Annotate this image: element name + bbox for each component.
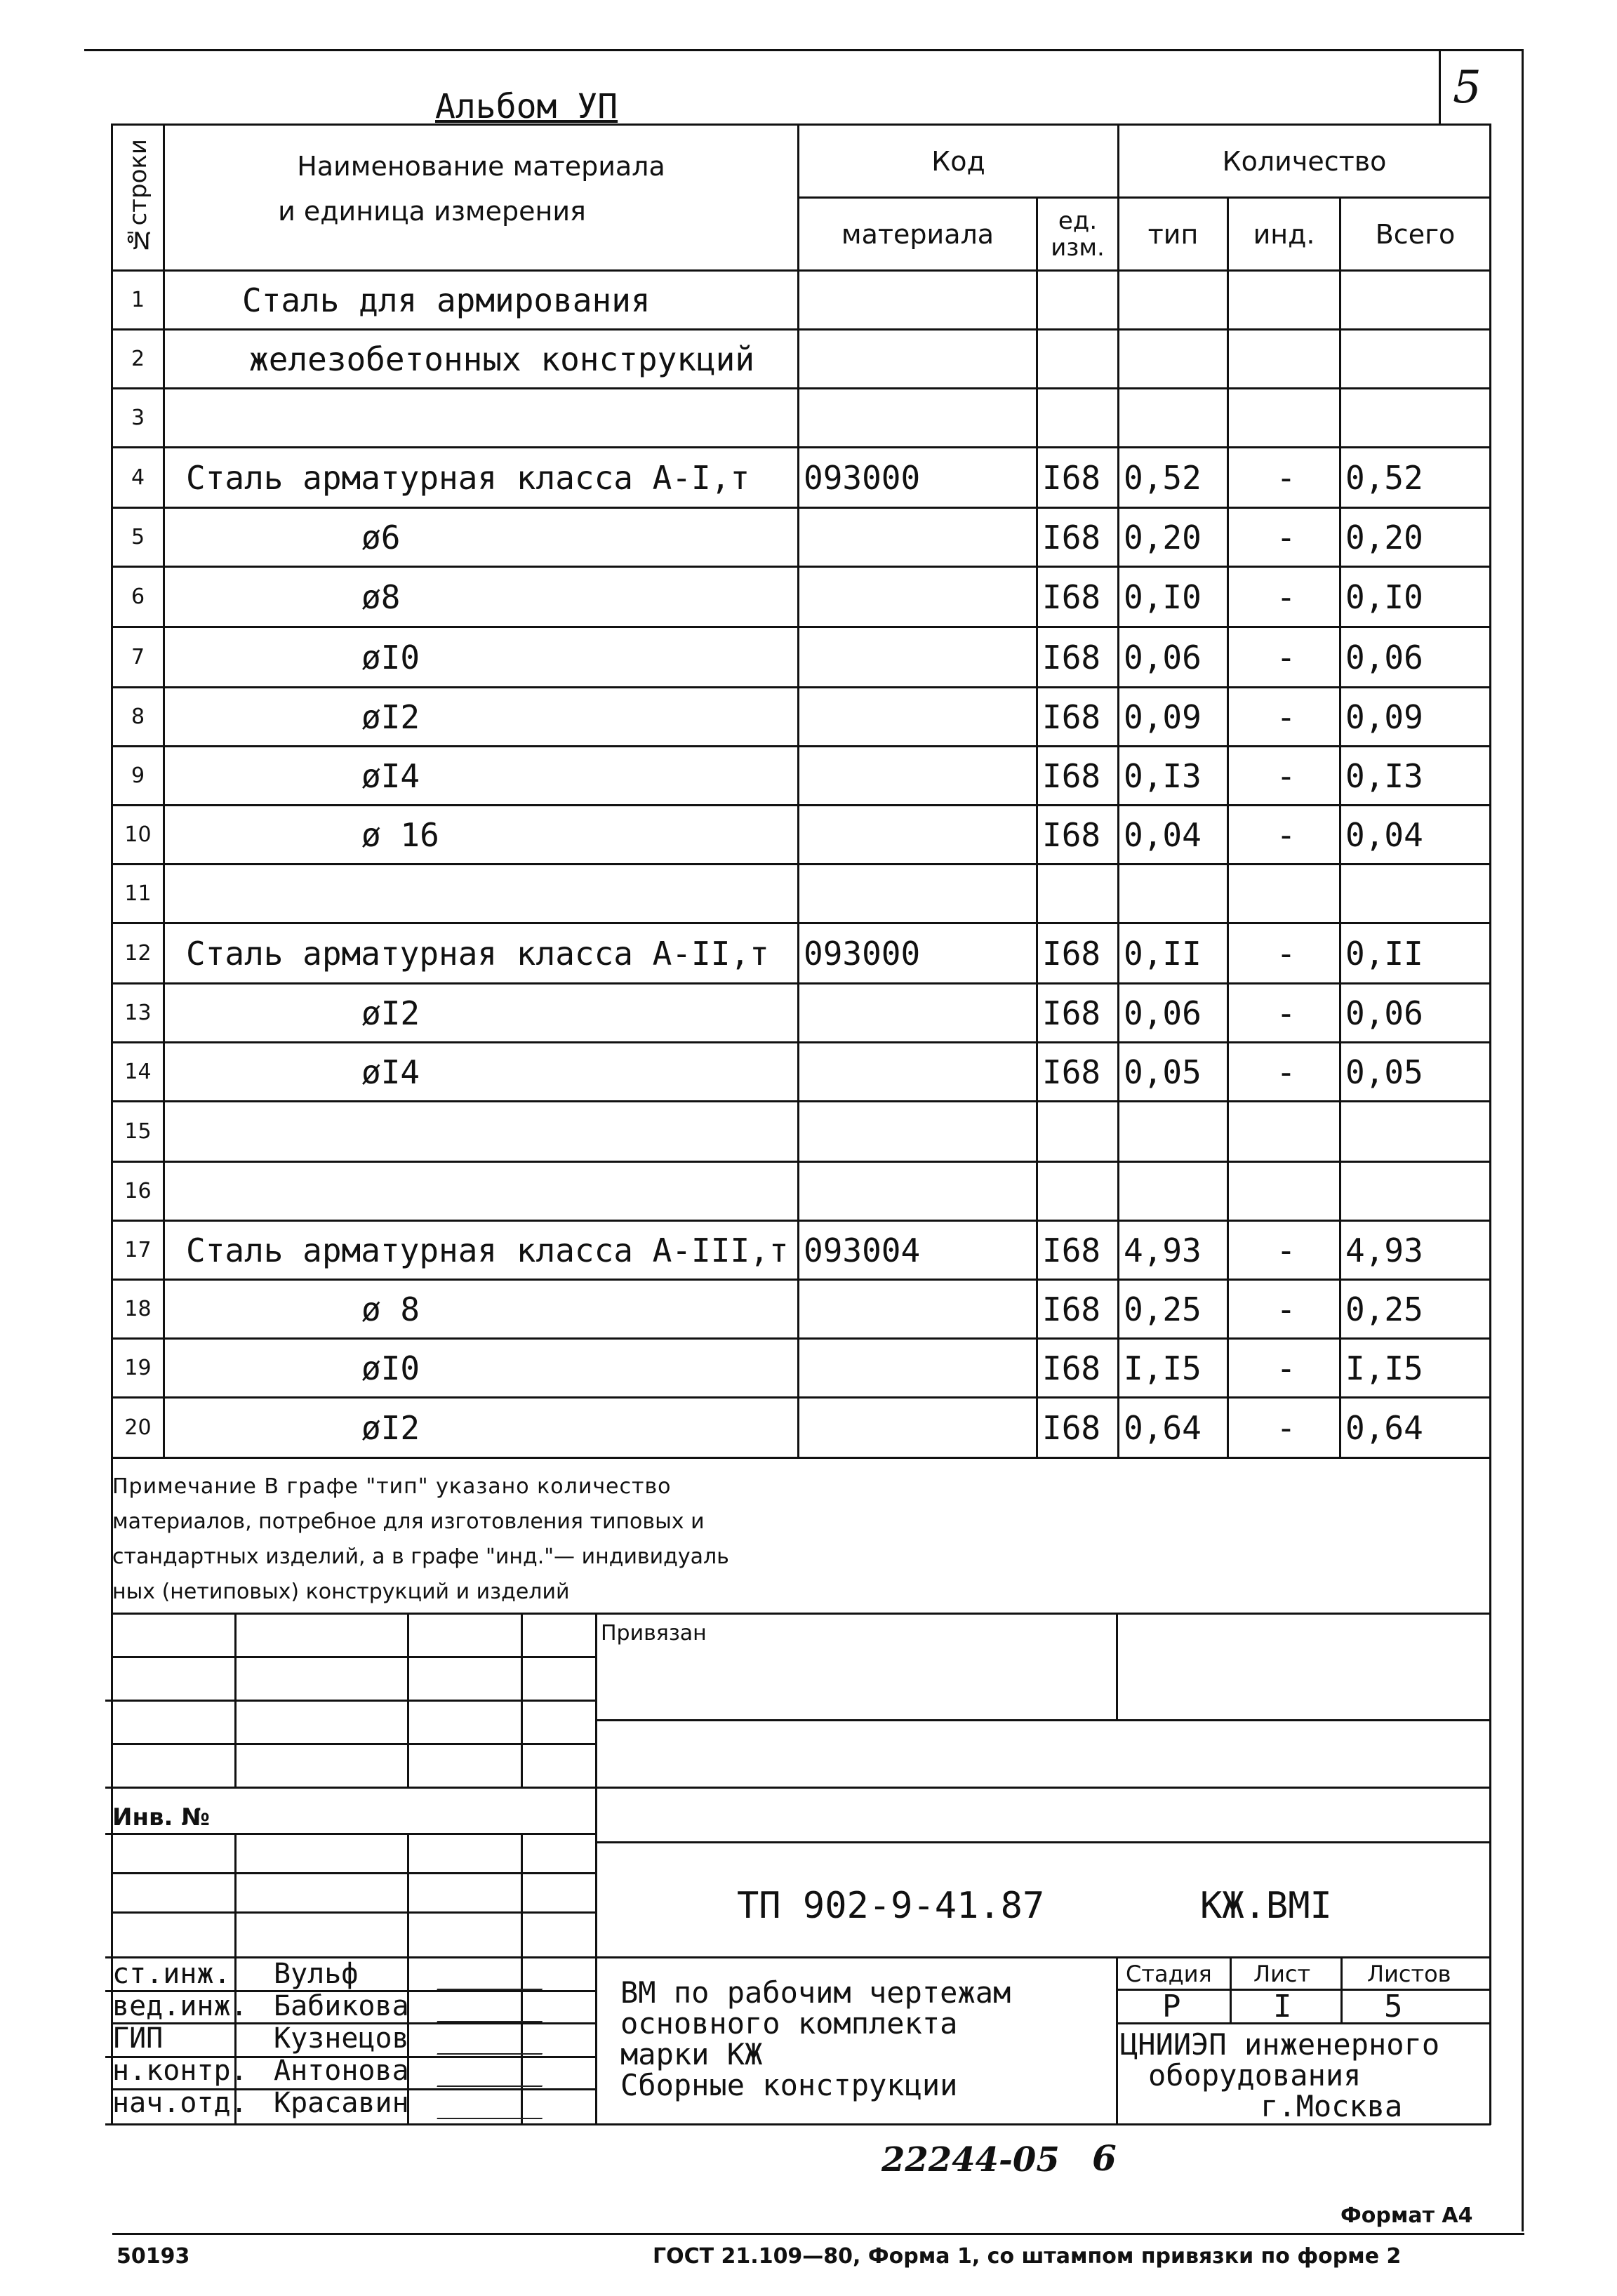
qty-ind: - bbox=[1228, 984, 1340, 1043]
qty-total: 0,II bbox=[1340, 923, 1491, 984]
signer-row bbox=[112, 2087, 597, 2119]
row-number: 15 bbox=[112, 1102, 164, 1162]
note-line-1: Примечание В графе "тип" указано количество bbox=[112, 1474, 672, 1499]
doc-title-line-1: ВМ по рабочим чертежам bbox=[620, 1975, 1011, 2010]
signers-list bbox=[112, 1958, 597, 2119]
row-number: 16 bbox=[112, 1162, 164, 1221]
qty-typ: 0,64 bbox=[1119, 1398, 1228, 1458]
material-name: железобетонных конструкций bbox=[164, 330, 799, 389]
qty-typ: 0,I0 bbox=[1119, 567, 1228, 627]
unit-code: I68 bbox=[1037, 923, 1119, 984]
qty-total: 0,05 bbox=[1340, 1043, 1491, 1102]
row-number: 14 bbox=[112, 1043, 164, 1102]
footer-line bbox=[112, 2233, 1524, 2235]
doc-title-line-3: марки КЖ bbox=[620, 2037, 763, 2071]
qty-ind: - bbox=[1228, 688, 1340, 747]
material-name: Сталь для армирования bbox=[164, 271, 799, 330]
stage-label: Стадия bbox=[1126, 1961, 1212, 1987]
sheet-label: Лист bbox=[1253, 1961, 1311, 1987]
row-number: 7 bbox=[112, 627, 164, 688]
row-number: 8 bbox=[112, 688, 164, 747]
material-code bbox=[799, 806, 1037, 865]
stamp-hline-3 bbox=[111, 1743, 597, 1745]
unit-code: I68 bbox=[1037, 747, 1119, 806]
qty-typ bbox=[1119, 271, 1228, 330]
org-line-1: ЦНИИЭП инженерного bbox=[1120, 2027, 1440, 2062]
qty-total bbox=[1340, 1162, 1491, 1221]
table-row bbox=[112, 508, 1491, 567]
signer-name: Красавин bbox=[274, 2087, 409, 2119]
qty-typ: 0,52 bbox=[1119, 448, 1228, 508]
material-name: ø 8 bbox=[164, 1280, 799, 1339]
material-name: øI4 bbox=[164, 1043, 799, 1102]
unit-code bbox=[1037, 865, 1119, 923]
header-row-1 bbox=[112, 125, 1491, 198]
stamp-hline-1 bbox=[111, 1656, 597, 1658]
unit-code bbox=[1037, 271, 1119, 330]
material-name bbox=[164, 1162, 799, 1221]
row-number: 18 bbox=[112, 1280, 164, 1339]
specification-table bbox=[111, 124, 1491, 1459]
org-line-3: г.Москва bbox=[1260, 2089, 1403, 2123]
qty-ind bbox=[1228, 271, 1340, 330]
unit-code bbox=[1037, 1162, 1119, 1221]
sheets-label: Листов bbox=[1367, 1961, 1451, 1987]
signer-name: Бабикова bbox=[274, 1990, 409, 2022]
qty-total: 0,I0 bbox=[1340, 567, 1491, 627]
qty-typ bbox=[1119, 389, 1228, 448]
row-number: 20 bbox=[112, 1398, 164, 1458]
table-row bbox=[112, 1339, 1491, 1398]
material-code bbox=[799, 627, 1037, 688]
qty-total: 0,64 bbox=[1340, 1398, 1491, 1458]
material-name: øI2 bbox=[164, 1398, 799, 1458]
table-row bbox=[112, 448, 1491, 508]
footer-gost: ГОСТ 21.109—80, Форма 1, со штампом привязки по форме 2 bbox=[653, 2244, 1402, 2269]
organization bbox=[1120, 2029, 1439, 2122]
row-number: 12 bbox=[112, 923, 164, 984]
material-code bbox=[799, 1102, 1037, 1162]
row-number: 10 bbox=[112, 806, 164, 865]
signer-row bbox=[112, 2055, 597, 2087]
signer-role: вед.инж. bbox=[112, 1990, 248, 2022]
material-code bbox=[799, 1043, 1037, 1102]
row-number: 13 bbox=[112, 984, 164, 1043]
material-name: øI0 bbox=[164, 627, 799, 688]
header-row-no: №строки bbox=[112, 125, 164, 271]
signer-row bbox=[112, 2022, 597, 2055]
table-row bbox=[112, 627, 1491, 688]
material-name: øI4 bbox=[164, 747, 799, 806]
table-row bbox=[112, 1043, 1491, 1102]
material-code bbox=[799, 1339, 1037, 1398]
stamp-hline-6 bbox=[111, 1872, 597, 1874]
material-code bbox=[799, 1280, 1037, 1339]
material-code bbox=[799, 984, 1037, 1043]
doc-title-line-2: основного комплекта bbox=[620, 2006, 958, 2041]
qty-ind bbox=[1228, 330, 1340, 389]
stamp-hline-privyazan bbox=[595, 1719, 1491, 1721]
qty-ind bbox=[1228, 1102, 1340, 1162]
qty-total bbox=[1340, 330, 1491, 389]
stamp-hline-2 bbox=[105, 1700, 597, 1702]
qty-ind: - bbox=[1228, 567, 1340, 627]
material-name: Сталь арматурная класса А-II,т bbox=[164, 923, 799, 984]
stamp-hline-4 bbox=[105, 1787, 1491, 1789]
table-row bbox=[112, 747, 1491, 806]
qty-ind bbox=[1228, 865, 1340, 923]
table-row bbox=[112, 567, 1491, 627]
row-number: 2 bbox=[112, 330, 164, 389]
qty-total: 0,09 bbox=[1340, 688, 1491, 747]
qty-typ: 0,20 bbox=[1119, 508, 1228, 567]
qty-total bbox=[1340, 865, 1491, 923]
qty-ind: - bbox=[1228, 627, 1340, 688]
stamp-right-line bbox=[1489, 1457, 1491, 2125]
unit-code: I68 bbox=[1037, 1280, 1119, 1339]
header-q-typ: тип bbox=[1119, 198, 1228, 271]
signature-scribble-icon bbox=[437, 1993, 552, 2022]
stamp-vline-privyazan bbox=[1116, 1613, 1118, 1721]
row-number: 5 bbox=[112, 508, 164, 567]
qty-typ: 0,25 bbox=[1119, 1280, 1228, 1339]
qty-ind: - bbox=[1228, 508, 1340, 567]
table-row bbox=[112, 923, 1491, 984]
note-line-2: материалов, потребное для изготовления типовых и bbox=[112, 1509, 705, 1534]
unit-code: I68 bbox=[1037, 1398, 1119, 1458]
org-line-2: оборудования bbox=[1148, 2058, 1362, 2093]
table-row bbox=[112, 1221, 1491, 1280]
unit-code bbox=[1037, 1102, 1119, 1162]
specification-body bbox=[112, 271, 1491, 1458]
qty-typ: 0,06 bbox=[1119, 627, 1228, 688]
material-code bbox=[799, 508, 1037, 567]
sheet-value: I bbox=[1273, 1989, 1292, 2024]
signer-role: нач.отд. bbox=[112, 2087, 248, 2119]
header-code-unit: ед. изм. bbox=[1037, 198, 1119, 271]
privyazan-label: Привязан bbox=[601, 1621, 707, 1646]
note-line-3: стандартных изделий, а в графе "инд."— индивидуаль bbox=[112, 1544, 729, 1569]
table-row bbox=[112, 1398, 1491, 1458]
qty-ind: - bbox=[1228, 448, 1340, 508]
qty-total: 0,06 bbox=[1340, 984, 1491, 1043]
material-code bbox=[799, 271, 1037, 330]
material-name: ø 16 bbox=[164, 806, 799, 865]
material-code bbox=[799, 567, 1037, 627]
qty-typ bbox=[1119, 330, 1228, 389]
stamp-hline-5 bbox=[105, 1833, 597, 1835]
row-number: 17 bbox=[112, 1221, 164, 1280]
archive-sheet: 6 bbox=[1092, 2137, 1117, 2179]
header-q-total: Всего bbox=[1340, 198, 1491, 271]
row-number: 1 bbox=[112, 271, 164, 330]
qty-total bbox=[1340, 1102, 1491, 1162]
stamp-bottom-line bbox=[105, 2123, 1491, 2125]
qty-total bbox=[1340, 271, 1491, 330]
stamp-hline-code bbox=[595, 1841, 1491, 1843]
note-block bbox=[112, 1469, 1025, 1610]
row-number: 4 bbox=[112, 448, 164, 508]
qty-typ bbox=[1119, 1102, 1228, 1162]
note-line-4: ных (нетиповых) конструкций и изделий bbox=[112, 1580, 570, 1604]
title-vline bbox=[1116, 1956, 1118, 2123]
qty-total bbox=[1340, 389, 1491, 448]
material-name: ø6 bbox=[164, 508, 799, 567]
header-quantity: Количество bbox=[1119, 125, 1491, 198]
qty-total: I,I5 bbox=[1340, 1339, 1491, 1398]
material-code bbox=[799, 688, 1037, 747]
qty-total: 0,06 bbox=[1340, 627, 1491, 688]
page-number: 5 bbox=[1453, 62, 1482, 114]
material-name: øI2 bbox=[164, 688, 799, 747]
row-number: 11 bbox=[112, 865, 164, 923]
material-code: 093000 bbox=[799, 448, 1037, 508]
qty-ind: - bbox=[1228, 1043, 1340, 1102]
row-number: 19 bbox=[112, 1339, 164, 1398]
qty-ind: - bbox=[1228, 747, 1340, 806]
unit-code: I68 bbox=[1037, 567, 1119, 627]
material-name: Сталь арматурная класса А-III,т bbox=[164, 1221, 799, 1280]
material-code bbox=[799, 1162, 1037, 1221]
inv-no-label: Инв. № bbox=[112, 1803, 211, 1831]
stamp-top-line bbox=[111, 1613, 1491, 1615]
material-code: 093000 bbox=[799, 923, 1037, 984]
unit-code: I68 bbox=[1037, 984, 1119, 1043]
material-code bbox=[799, 330, 1037, 389]
table-row bbox=[112, 1102, 1491, 1162]
qty-typ: I,I5 bbox=[1119, 1339, 1228, 1398]
format-label: Формат А4 bbox=[1340, 2203, 1473, 2228]
unit-code: I68 bbox=[1037, 688, 1119, 747]
row-number: 9 bbox=[112, 747, 164, 806]
archive-number: 22244-05 bbox=[881, 2140, 1060, 2180]
signature-scribble-icon bbox=[437, 2057, 552, 2087]
page-number-box-left bbox=[1439, 49, 1441, 125]
qty-typ: 0,05 bbox=[1119, 1043, 1228, 1102]
qty-typ bbox=[1119, 1162, 1228, 1221]
material-code: 093004 bbox=[799, 1221, 1037, 1280]
qty-ind: - bbox=[1228, 923, 1340, 984]
material-code bbox=[799, 747, 1037, 806]
signer-role: ст.инж. bbox=[112, 1958, 231, 1990]
unit-code: I68 bbox=[1037, 1339, 1119, 1398]
qty-total: 0,04 bbox=[1340, 806, 1491, 865]
doc-title-line-4: Сборные конструкции bbox=[620, 2068, 958, 2102]
unit-code: I68 bbox=[1037, 1221, 1119, 1280]
stage-value: Р bbox=[1162, 1989, 1181, 2024]
material-name bbox=[164, 865, 799, 923]
table-row bbox=[112, 806, 1491, 865]
qty-ind: - bbox=[1228, 806, 1340, 865]
table-row bbox=[112, 1162, 1491, 1221]
signer-name: Антонова bbox=[274, 2055, 409, 2087]
material-name: øI0 bbox=[164, 1339, 799, 1398]
unit-code bbox=[1037, 330, 1119, 389]
signer-row bbox=[112, 1990, 597, 2022]
unit-code: I68 bbox=[1037, 627, 1119, 688]
material-code bbox=[799, 1398, 1037, 1458]
signature-scribble-icon bbox=[437, 2090, 552, 2119]
qty-total: 0,52 bbox=[1340, 448, 1491, 508]
header-q-ind: инд. bbox=[1228, 198, 1340, 271]
qty-typ bbox=[1119, 865, 1228, 923]
table-row bbox=[112, 984, 1491, 1043]
material-name: ø8 bbox=[164, 567, 799, 627]
stamp-hline-7 bbox=[111, 1911, 597, 1914]
qty-typ: 0,I3 bbox=[1119, 747, 1228, 806]
doc-mark: КЖ.ВМI bbox=[1200, 1885, 1332, 1927]
qty-ind: - bbox=[1228, 1280, 1340, 1339]
material-code bbox=[799, 865, 1037, 923]
top-border-line bbox=[84, 49, 1523, 51]
qty-typ: 0,06 bbox=[1119, 984, 1228, 1043]
header-name: Наименование материала и единица измерения bbox=[164, 125, 799, 271]
unit-code: I68 bbox=[1037, 1043, 1119, 1102]
sheets-value: 5 bbox=[1384, 1989, 1403, 2024]
qty-ind: - bbox=[1228, 1398, 1340, 1458]
material-name bbox=[164, 389, 799, 448]
unit-code: I68 bbox=[1037, 508, 1119, 567]
material-name: øI2 bbox=[164, 984, 799, 1043]
footer-left-number: 50193 bbox=[117, 2244, 190, 2269]
qty-typ: 0,09 bbox=[1119, 688, 1228, 747]
signer-role: ГИП bbox=[112, 2022, 164, 2055]
unit-code: I68 bbox=[1037, 448, 1119, 508]
qty-typ: 4,93 bbox=[1119, 1221, 1228, 1280]
material-name bbox=[164, 1102, 799, 1162]
row-number: 3 bbox=[112, 389, 164, 448]
row-number: 6 bbox=[112, 567, 164, 627]
doc-title bbox=[620, 1977, 1011, 2101]
album-title: Альбом УП bbox=[435, 87, 618, 126]
qty-total: 0,I3 bbox=[1340, 747, 1491, 806]
signature-scribble-icon bbox=[437, 1961, 552, 1990]
qty-ind: - bbox=[1228, 1221, 1340, 1280]
table-row bbox=[112, 330, 1491, 389]
right-border-line bbox=[1522, 49, 1524, 2231]
qty-total: 4,93 bbox=[1340, 1221, 1491, 1280]
qty-typ: 0,04 bbox=[1119, 806, 1228, 865]
signer-role: н.контр. bbox=[112, 2055, 248, 2087]
qty-total: 0,20 bbox=[1340, 508, 1491, 567]
table-row bbox=[112, 688, 1491, 747]
table-row bbox=[112, 865, 1491, 923]
unit-code: I68 bbox=[1037, 806, 1119, 865]
table-row bbox=[112, 389, 1491, 448]
qty-ind: - bbox=[1228, 1339, 1340, 1398]
table-row bbox=[112, 271, 1491, 330]
material-code bbox=[799, 389, 1037, 448]
qty-total: 0,25 bbox=[1340, 1280, 1491, 1339]
header-code: Код bbox=[799, 125, 1119, 198]
qty-typ: 0,II bbox=[1119, 923, 1228, 984]
signer-name: Вульф bbox=[274, 1958, 359, 1990]
material-name: Сталь арматурная класса А-I,т bbox=[164, 448, 799, 508]
header-code-material: материала bbox=[799, 198, 1037, 271]
signer-row bbox=[112, 1958, 597, 1990]
qty-ind bbox=[1228, 1162, 1340, 1221]
unit-code bbox=[1037, 389, 1119, 448]
signer-name: Кузнецов bbox=[274, 2022, 409, 2055]
qty-ind bbox=[1228, 389, 1340, 448]
table-row bbox=[112, 1280, 1491, 1339]
signature-scribble-icon bbox=[437, 2025, 552, 2055]
doc-code: ТП 902-9-41.87 bbox=[737, 1885, 1045, 1927]
